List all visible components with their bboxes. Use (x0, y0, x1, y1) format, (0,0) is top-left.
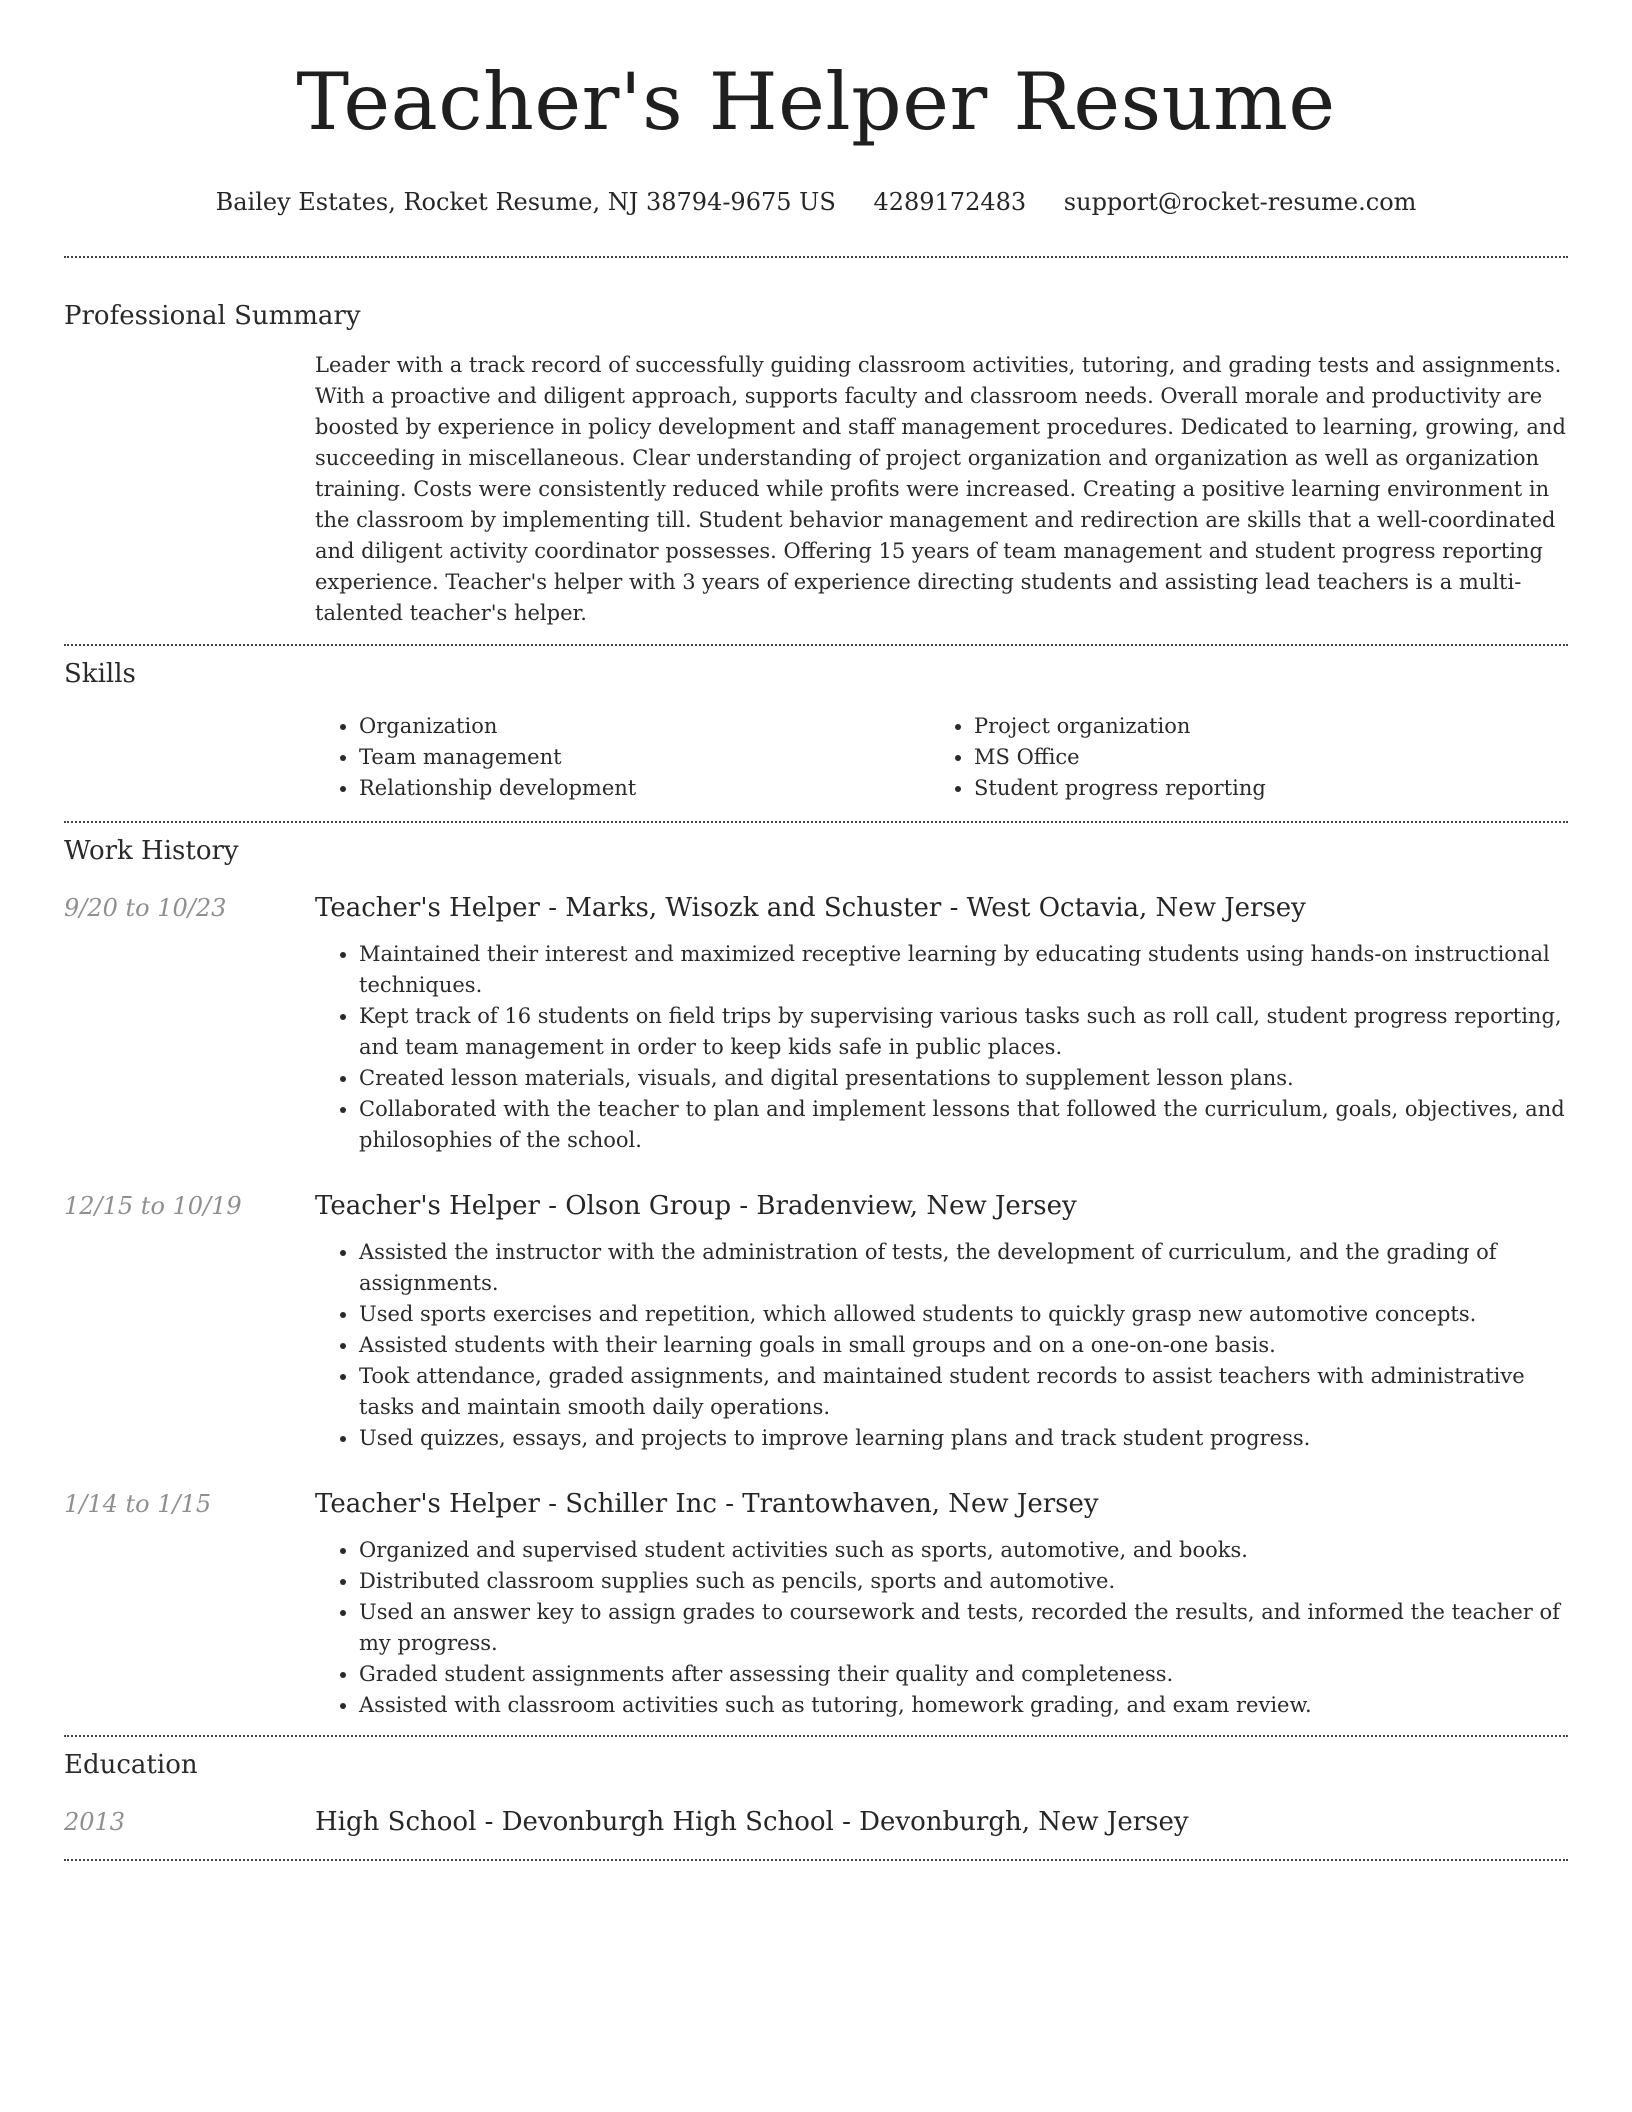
job-header (64, 891, 1568, 925)
summary-heading: Professional Summary (64, 301, 361, 331)
job-dates: 12/15 to 10/19 (64, 1192, 242, 1220)
job-entry (64, 891, 1568, 1156)
job-bullet: • Kept track of 16 students on field trips by supervising various tasks such as roll call, student progress reporting, and team management in order to keep kids safe in public places. (359, 1001, 1568, 1063)
resume-title: Teacher's Helper Resume (296, 56, 1336, 148)
job-entry (64, 1189, 1568, 1454)
education-entry (64, 1805, 1568, 1839)
contact-phone: 4289172483 (873, 188, 1027, 216)
education-year: 2013 (64, 1808, 126, 1836)
job-bullet: • Organized and supervised student activities such as sports, automotive, and books. (359, 1535, 1568, 1566)
skill-item: • Student progress reporting (974, 773, 1545, 804)
job-bullet-list (315, 939, 1568, 1156)
work-history-section (64, 823, 1568, 1721)
skill-item: • Relationship development (359, 773, 930, 804)
job-bullet: • Used an answer key to assign grades to coursework and tests, recorded the results, and informed the teacher of my progress. (359, 1597, 1568, 1659)
job-title: Teacher's Helper - Marks, Wisozk and Schuster - West Octavia, New Jersey (315, 893, 1306, 923)
job-bullet-list (315, 1535, 1568, 1721)
job-duties (315, 939, 1568, 1156)
skill-item: • MS Office (974, 742, 1545, 773)
job-title: Teacher's Helper - Olson Group - Bradenview, New Jersey (315, 1191, 1077, 1221)
job-bullet: • Assisted the instructor with the administration of tests, the development of curriculum, and the grading of assignments. (359, 1237, 1568, 1299)
contact-email: support@rocket-resume.com (1063, 188, 1417, 216)
contact-line (64, 186, 1568, 218)
job-bullet: • Used sports exercises and repetition, which allowed students to quickly grasp new automotive concepts. (359, 1299, 1568, 1330)
skills-column-left (315, 711, 930, 804)
summary-content (315, 350, 1568, 629)
job-dates: 9/20 to 10/23 (64, 894, 227, 922)
contact-address: Bailey Estates, Rocket Resume, NJ 38794-9675 US (215, 188, 836, 216)
job-dates: 1/14 to 1/15 (64, 1490, 212, 1518)
divider (64, 1859, 1568, 1861)
skill-item: • Organization (359, 711, 930, 742)
job-bullet-list (315, 1237, 1568, 1454)
job-bullet: • Maintained their interest and maximized receptive learning by educating students using hands-on instructional techniques. (359, 939, 1568, 1001)
summary-text: Leader with a track record of successfully guiding classroom activities, tutoring, and grading tests and assignments. With a proactive and diligent approach, supports faculty and classroom needs. Overall morale and productivity are boosted by experience in policy development and staff management procedures. Dedicated to learning, growing, and succeeding in miscellaneous. Clear understanding of project organization and organization as well as organization training. Costs were consistently reduced while profits were increased. Creating a positive learning environment in the classroom by implementing till. Student behavior management and redirection are skills that a well-coordinated and diligent activity coordinator possesses. Offering 15 years of team management and student progress reporting experience. Teacher's helper with 3 years of experience directing students and assisting lead teachers is a multi-talented teacher's helper. (315, 353, 1566, 625)
job-bullet: • Used quizzes, essays, and projects to improve learning plans and track student progress. (359, 1423, 1568, 1454)
job-bullet: • Assisted students with their learning goals in small groups and on a one-on-one basis. (359, 1330, 1568, 1361)
job-header (64, 1487, 1568, 1521)
job-duties (315, 1237, 1568, 1454)
skills-heading: Skills (64, 659, 136, 689)
skills-list (315, 711, 1568, 804)
summary-section (64, 258, 1568, 629)
job-title: Teacher's Helper - Schiller Inc - Trantowhaven, New Jersey (315, 1489, 1099, 1519)
job-bullet: • Graded student assignments after assessing their quality and completeness. (359, 1659, 1568, 1690)
job-bullet: • Created lesson materials, visuals, and digital presentations to supplement lesson plans. (359, 1063, 1568, 1094)
work-history-heading: Work History (64, 836, 239, 866)
job-bullet: • Distributed classroom supplies such as pencils, sports and automotive. (359, 1566, 1568, 1597)
job-duties (315, 1535, 1568, 1721)
job-entry (64, 1487, 1568, 1721)
job-bullet: • Collaborated with the teacher to plan and implement lessons that followed the curriculum, goals, objectives, and philosophies of the school. (359, 1094, 1568, 1156)
skill-item: • Team management (359, 742, 930, 773)
education-section (64, 1737, 1568, 1839)
education-header (64, 1805, 1568, 1839)
education-heading: Education (64, 1750, 198, 1780)
skills-column-right (930, 711, 1545, 804)
skills-section (64, 646, 1568, 804)
job-header (64, 1189, 1568, 1223)
job-bullet: • Assisted with classroom activities such as tutoring, homework grading, and exam review. (359, 1690, 1568, 1721)
job-bullet: • Took attendance, graded assignments, and maintained student records to assist teachers with administrative tasks and maintain smooth daily operations. (359, 1361, 1568, 1423)
education-title: High School - Devonburgh High School - Devonburgh, New Jersey (315, 1807, 1189, 1837)
skill-item: • Project organization (974, 711, 1545, 742)
